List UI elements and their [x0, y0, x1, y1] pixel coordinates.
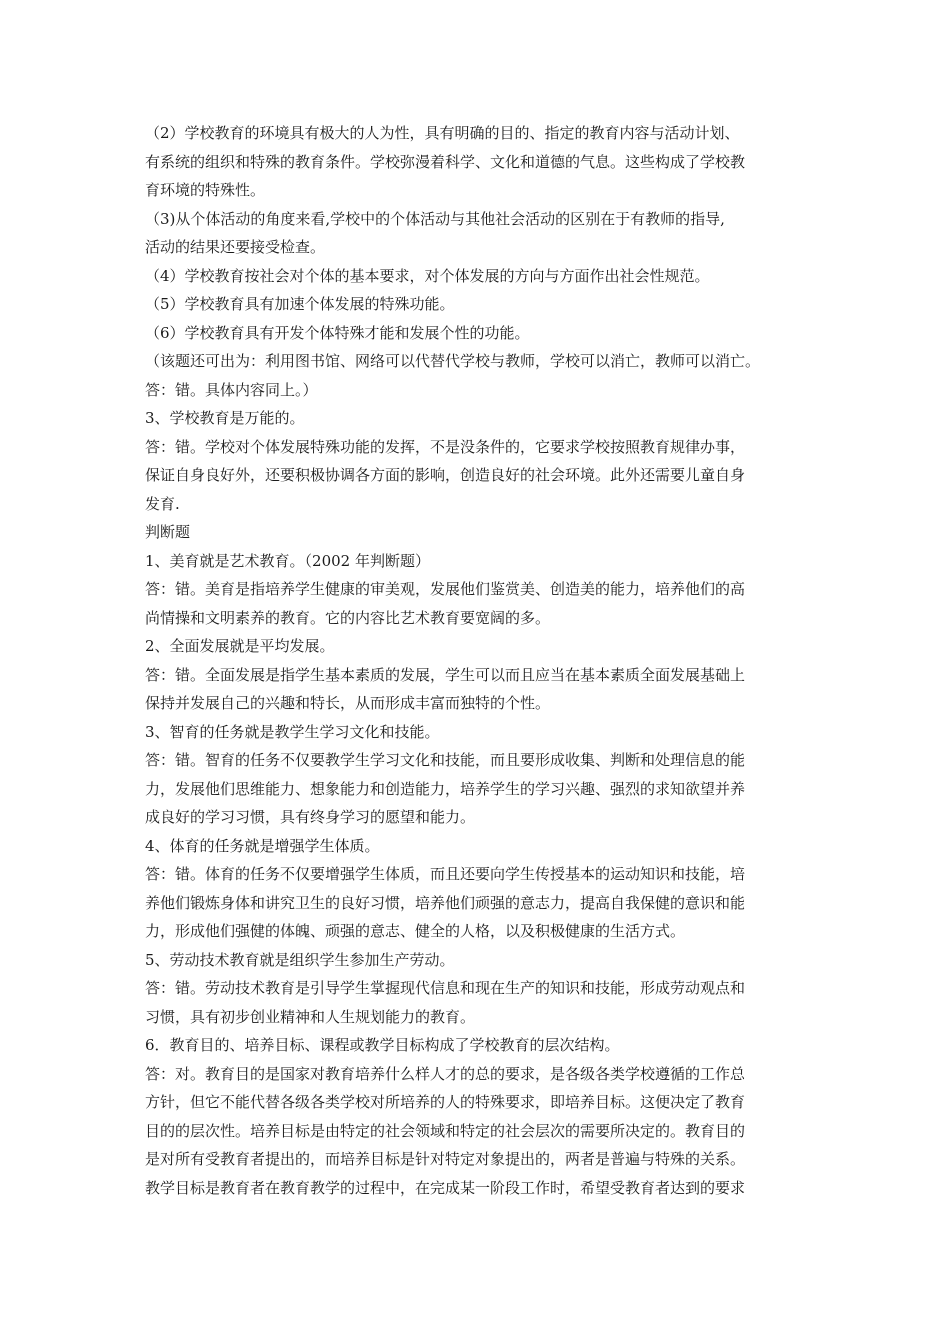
text-line: 尚情操和文明素养的教育。它的内容比艺术教育要宽阔的多。: [145, 608, 551, 627]
text-line: 1、美育就是艺术教育。（2002 年判断题）: [145, 551, 430, 570]
text-line: 保证自身良好外，还要积极协调各方面的影响，创造良好的社会环境。此外还需要儿童自身: [145, 466, 746, 484]
text-line: 目的的层次性。培养目标是由特定的社会领域和特定的社会层次的需要所决定的。教育目的: [145, 1121, 746, 1140]
text-line: （该题还可出为：利用图书馆、网络可以代替代学校与教师，学校可以消亡，教师可以消亡。: [145, 352, 761, 370]
text-line: 答：错。学校对个体发展特殊功能的发挥，不是没条件的，它要求学校按照教育规律办事，: [145, 437, 746, 456]
text-line: 6．教育目的、培养目标、课程或教学目标构成了学校教育的层次结构。: [145, 1036, 620, 1054]
text-line: 力，形成他们强健的体魄、顽强的意志、健全的人格，以及积极健康的生活方式。: [145, 922, 686, 940]
text-line: 育环境的特殊性。: [145, 181, 266, 199]
text-line: 答：错。劳动技术教育是引导学生掌握现代信息和现在生产的知识和技能，形成劳动观点和: [145, 979, 746, 997]
text-line: （2）学校教育的环境具有极大的人为性，具有明确的目的、指定的教育内容与活动计划、: [145, 124, 740, 142]
text-line: 4、体育的任务就是增强学生体质。: [145, 836, 380, 855]
text-line: （3)从个体活动的角度来看,学校中的个体活动与其他社会活动的区别在于有教师的指导,: [145, 209, 725, 228]
text-line: 答：对。教育目的是国家对教育培养什么样人才的总的要求，是各级各类学校遵循的工作总: [145, 1064, 746, 1083]
text-line: 教学目标是教育者在教育教学的过程中，在完成某一阶段工作时，希望受教育者达到的要求: [145, 1178, 746, 1197]
text-line: 答：错。具体内容同上。）: [145, 380, 318, 399]
text-line: 答：错。全面发展是指学生基本素质的发展，学生可以而且应当在基本素质全面发展基础上: [145, 665, 746, 684]
text-line: 3、智育的任务就是教学生学习文化和技能。: [145, 722, 440, 741]
text-line: 方针，但它不能代替各级各类学校对所培养的人的特殊要求，即培养目标。这便决定了教育: [145, 1093, 746, 1111]
text-line: （5）学校教育具有加速个体发展的特殊功能。: [145, 295, 455, 313]
text-line: 发育.: [145, 494, 180, 513]
text-line: 答：错。智育的任务不仅要教学生学习文化和技能，而且要形成收集、判断和处理信息的能: [145, 751, 746, 769]
text-line: 3、学校教育是万能的。: [145, 409, 305, 427]
document-page: [145, 119, 813, 1202]
text-line: 习惯，具有初步创业精神和人生规划能力的教育。: [145, 1007, 476, 1026]
text-line: （6）学校教育具有开发个体特殊才能和发展个性的功能。: [145, 323, 530, 342]
text-line: 养他们锻炼身体和讲究卫生的良好习惯，培养他们顽强的意志力，提高自我保健的意识和能: [145, 893, 746, 912]
text-line: 2、全面发展就是平均发展。: [145, 637, 335, 655]
text-line: 5、劳动技术教育就是组织学生参加生产劳动。: [145, 950, 455, 969]
text-line: 答：错。美育是指培养学生健康的审美观，发展他们鉴赏美、创造美的能力，培养他们的高: [145, 580, 746, 598]
text-line: 答：错。体育的任务不仅要增强学生体质，而且还要向学生传授基本的运动知识和技能，培: [145, 865, 746, 883]
text-line: 力，发展他们思维能力、想象能力和创造能力，培养学生的学习兴趣、强烈的求知欲望并养: [145, 779, 746, 798]
text-line: （4）学校教育按社会对个体的基本要求，对个体发展的方向与方面作出社会性规范。: [145, 266, 710, 285]
text-line: 活动的结果还要接受检查。: [145, 238, 326, 256]
text-line: 成良好的学习习惯，具有终身学习的愿望和能力。: [145, 808, 476, 826]
text-line: 判断题: [145, 523, 191, 541]
text-line: 有系统的组织和特殊的教育条件。学校弥漫着科学、文化和道德的气息。这些构成了学校教: [145, 152, 746, 171]
text-line: 是对所有受教育者提出的，而培养目标是针对特定对象提出的，两者是普遍与特殊的关系。: [145, 1150, 746, 1168]
text-line: 保持并发展自己的兴趣和特长，从而形成丰富而独特的个性。: [145, 694, 551, 712]
